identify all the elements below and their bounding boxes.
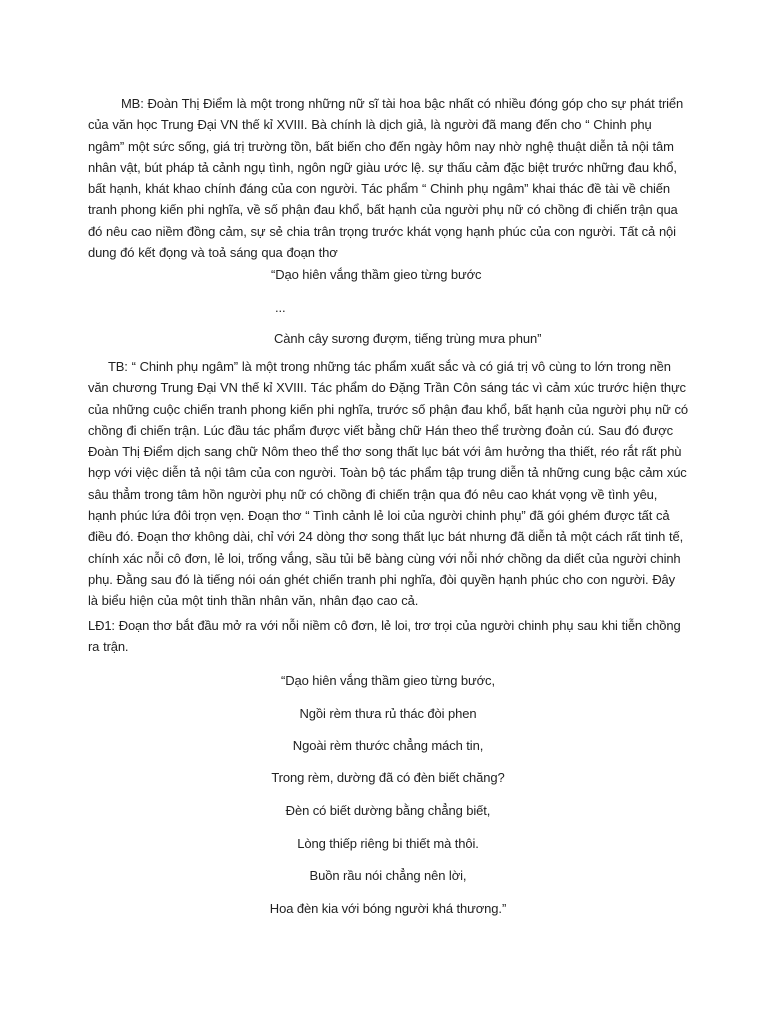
- poem-line: “Dạo hiên vắng thầm gieo từng bước,: [281, 673, 495, 688]
- ld1-paragraph: LĐ1: Đoạn thơ bắt đầu mở ra với nỗi niềm cô đơn, lẻ loi, trơ trọi của người chinh phụ sau khi tiễn chồng ra trận.: [88, 618, 681, 655]
- mb-paragraph: MB: Đoàn Thị Điểm là một trong những nữ sĩ tài hoa bậc nhất có nhiều đóng góp cho sự phát triển của văn học Trung Đại VN thế kỉ XVIII. Bà chính là dịch giả, là người đã mang đến cho “ Chinh phụ ngâm” một sức sống, giá trị trường tồn, bất biến cho đến ngày hôm nay nhờ nghệ thuật diễn tả nội tâm nhân vật, bút pháp tả cảnh ngụ tình, ngôn ngữ giàu ước lệ. sự thấu cảm đặc biệt trước những đau khổ, bất hạnh, khát khao chính đáng của con người. Tác phẩm “ Chinh phụ ngâm” khai thác đề tài về chiến tranh phong kiến phi nghĩa, về số phận đau khổ, bất hạnh của người phụ nữ có chồng đi chiến trận qua đó nêu cao niềm đồng cảm, sự sẻ chia trân trọng trước khát vọng hạnh phúc của con người. Tất cả nội dung đó kết đọng và toả sáng qua đoạn thơ: [88, 96, 684, 261]
- poem-line: Ngồi rèm thưa rủ thác đòi phen: [299, 706, 477, 721]
- mb-quote-line-1: “Dạo hiên vắng thầm gieo từng bước: [271, 267, 482, 282]
- poem-line: Hoa đèn kia với bóng người khá thương.”: [269, 901, 507, 916]
- poem-line: Đèn có biết dường bằng chẳng biết,: [285, 803, 491, 818]
- mb-quote-line-2: Cành cây sương đượm, tiếng trùng mưa phun”: [274, 331, 542, 346]
- poem-line: Ngoài rèm thước chẳng mách tin,: [292, 738, 484, 753]
- mb-quote-ellipsis: ...: [275, 300, 286, 315]
- poem-line: Trong rèm, dường đã có đèn biết chăng?: [271, 770, 505, 785]
- poem-line: Buồn rầu nói chẳng nên lời,: [309, 868, 467, 883]
- tb-paragraph: TB: “ Chinh phụ ngâm” là một trong những tác phẩm xuất sắc và có giá trị vô cùng to lớn trong nền văn chương Trung Đại VN thế kỉ XVIII. Tác phẩm do Đặng Trần Côn sáng tác vì cảm xúc trước hiện thực của những cuộc chiến tranh phong kiến phi nghĩa, trước số phận đau khổ, bất hạnh của người phụ nữ có chồng đi chiến trận. Lúc đầu tác phẩm được viết bằng chữ Hán theo thể trường đoản cú. Sau đó được Đoàn Thị Điểm dịch sang chữ Nôm theo thể thơ song thất lục bát với âm hưởng tha thiết, réo rắt rất phù hợp với việc diễn tả nội tâm của con người. Toàn bộ tác phẩm tập trung diễn tả những cung bậc cảm xúc sâu thẳm trong tâm hồn người phụ nữ có chồng đi chiến trận qua đó nêu cao khát vọng về tình yêu, hạnh phúc lứa đôi trọn vẹn. Đoạn thơ “ Tình cảnh lẻ loi của người chinh phụ” đã gói ghém được tất cả điều đó. Đoạn thơ không dài, chỉ với 24 dòng thơ song thất lục bát nhưng đã diễn tả một cách rất tinh tế, chính xác nỗi cô đơn, lẻ loi, trống vắng, sầu tủi bẽ bàng cùng với nỗi nhớ chồng da diết của người chinh phụ. Đằng sau đó là tiếng nói oán ghét chiến tranh phi nghĩa, đòi quyền hạnh phúc cho con người. Đây là biểu hiện của một tinh thần nhân văn, nhân đạo cao cả.: [88, 359, 688, 609]
- poem-line: Lòng thiếp riêng bi thiết mà thôi.: [297, 836, 479, 851]
